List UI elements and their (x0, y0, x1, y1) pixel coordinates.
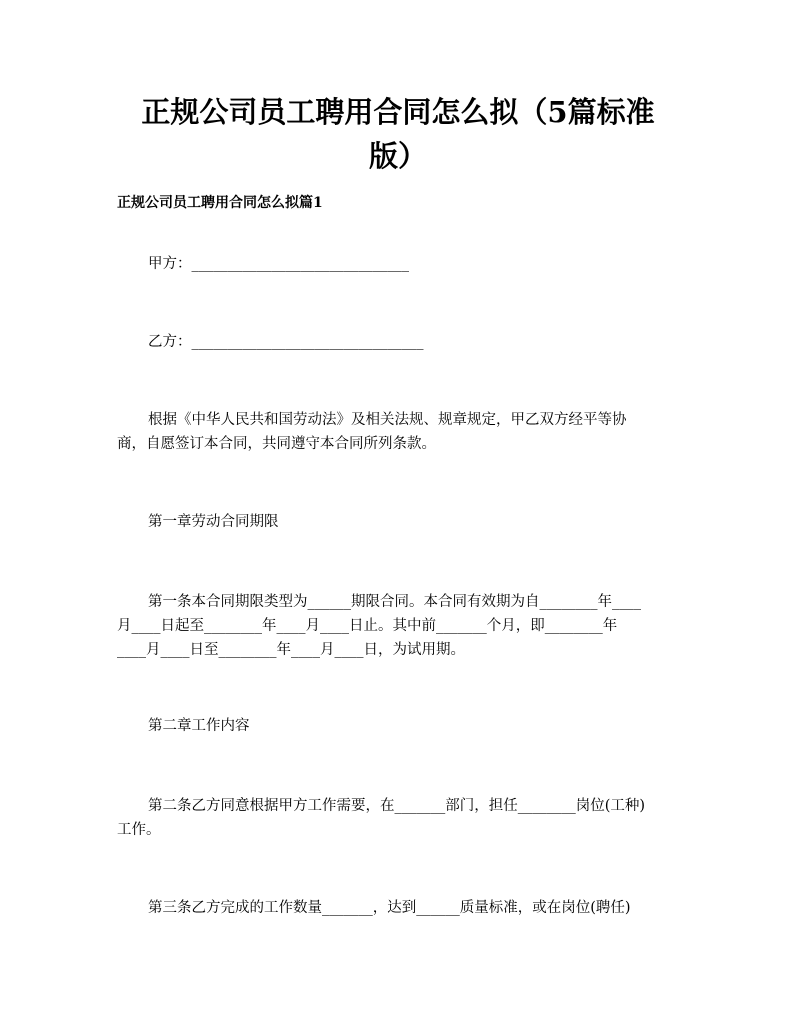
article-1-line: 第一条本合同期限类型为______期限合同。本合同有效期为自________年____ (148, 594, 641, 610)
article-3-paragraph (117, 896, 687, 920)
document-title-line-2: 版） (368, 139, 427, 173)
party-a-field: 甲方：______________________________ (148, 256, 409, 272)
article-1-line: ____月____日至________年____月____日，为试用期。 (117, 642, 465, 658)
party-b-field: 乙方：________________________________ (148, 334, 424, 350)
section-heading: 正规公司员工聘用合同怎么拟篇1 (117, 195, 323, 211)
article-3-line: 第三条乙方完成的工作数量_______，达到______质量标准，或在岗位(聘任) (148, 900, 631, 916)
document-title-line-1: 正规公司员工聘用合同怎么拟（5篇标准 (141, 95, 655, 129)
preamble-line: 商，自愿签订本合同，共同遵守本合同所列条款。 (117, 436, 436, 452)
preamble-line: 根据《中华人民共和国劳动法》及相关法规、规章规定，甲乙双方经平等协 (148, 412, 627, 428)
article-1-line: 月____日起至________年____月____日止。其中前_______个月，即________年 (117, 618, 618, 634)
article-2-line: 工作。 (117, 822, 161, 838)
chapter-2-heading: 第二章工作内容 (148, 718, 250, 734)
chapter-1-heading: 第一章劳动合同期限 (148, 514, 279, 530)
article-1-paragraph (117, 590, 687, 662)
article-2-line: 第二条乙方同意根据甲方工作需要，在_______部门，担任________岗位(工种) (148, 798, 646, 814)
article-2-paragraph (117, 794, 687, 842)
preamble-paragraph (117, 408, 687, 456)
